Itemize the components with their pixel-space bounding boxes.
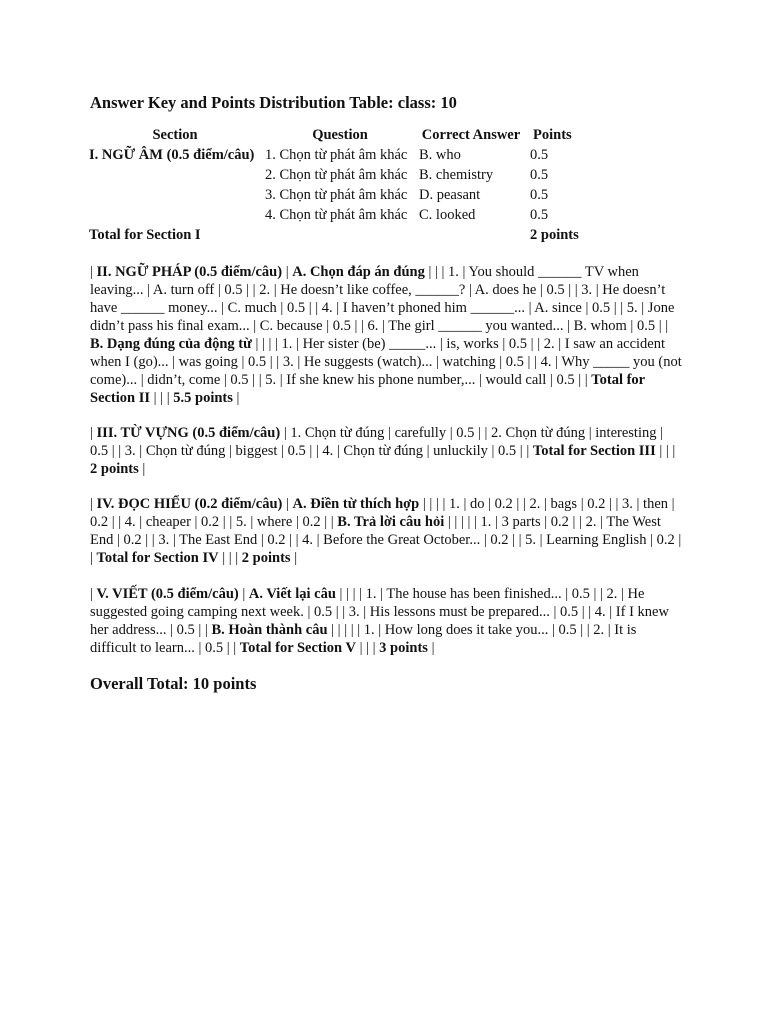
points-cell: 0.5 bbox=[530, 146, 549, 163]
header-points: Points bbox=[533, 126, 572, 143]
empty-cell bbox=[87, 205, 263, 225]
text-segment: | | | | | 1. | How long does it take you... | 0.5 | | 2. | It is difficult to learn... | 0.5 | | bbox=[90, 622, 637, 656]
bold-text-segment: 2 points bbox=[241, 550, 291, 566]
section-iii-paragraph bbox=[90, 424, 682, 478]
table-row bbox=[87, 165, 581, 185]
header-question: Question bbox=[312, 126, 368, 143]
empty-cell bbox=[263, 225, 417, 245]
question-cell: 3. Chọn từ phát âm khác bbox=[265, 186, 408, 203]
text-segment: | bbox=[427, 640, 435, 656]
bold-text-segment: B. Trả lời câu hỏi bbox=[337, 514, 445, 530]
bold-text-segment: 2 points bbox=[90, 461, 139, 477]
text-segment: | | | bbox=[218, 550, 242, 566]
header-section: Section bbox=[152, 126, 198, 143]
text-segment: | 1. Chọn từ đúng | carefully | 0.5 | | 2. Chọn từ đúng | interesting | 0.5 | | 3. | Chọn từ đúng | biggest | 0.5 | | 4. | Chọn từ đúng | unluckily | 0.5 | | bbox=[90, 425, 663, 459]
text-segment: | bbox=[232, 390, 240, 406]
question-cell: 2. Chọn từ phát âm khác bbox=[265, 166, 408, 183]
text-segment: | | | | 1. | The house has been finished... | 0.5 | | 2. | He suggested going camping next week. | 0.5 | | 3. | His lessons must be prepared... | 0.5 | | 4. | If I knew her address... | 0.5 | | bbox=[90, 586, 669, 638]
text-segment: | | | 1. | You should ______ TV when leaving... | A. turn off | 0.5 | | 2. | He doesn’t like coffee, ______? | A. does he | 0.5 | | 3. | He doesn’t have ______ money... | C. much | 0.5 | | 4. | I haven’t phoned him ______... | A. since | 0.5 | | 5. | Jone didn’t pass his final exam... | C. because | 0.5 | | 6. | The girl ______ you wanted... | B. whom | 0.5 | | bbox=[90, 264, 675, 334]
bold-text-segment: III. TỪ VỰNG (0.5 điểm/câu) bbox=[96, 425, 281, 441]
text-segment: | | | bbox=[150, 390, 174, 406]
text-segment: | bbox=[290, 550, 298, 566]
points-cell: 0.5 bbox=[530, 186, 549, 203]
answer-cell: C. looked bbox=[419, 206, 476, 223]
answer-cell: B. who bbox=[419, 146, 461, 163]
bold-text-segment: Total for Section II bbox=[90, 372, 645, 406]
bold-text-segment: II. NGỮ PHÁP (0.5 điểm/câu) bbox=[96, 264, 283, 280]
points-cell: 0.5 bbox=[530, 206, 549, 223]
bold-text-segment: IV. ĐỌC HIỂU (0.2 điểm/câu) bbox=[96, 496, 283, 512]
answer-cell: D. peasant bbox=[419, 186, 481, 203]
bold-text-segment: V. VIẾT (0.5 điểm/câu) bbox=[96, 586, 239, 602]
text-segment: | | | bbox=[655, 443, 676, 459]
bold-text-segment: B. Hoàn thành câu bbox=[211, 622, 328, 638]
bold-text-segment: 5.5 points bbox=[173, 390, 233, 406]
answer-key-table bbox=[87, 125, 581, 245]
bold-text-segment: Total for Section V bbox=[239, 640, 356, 656]
bold-text-segment: Total for Section III bbox=[532, 443, 656, 459]
header-correct-answer: Correct Answer bbox=[421, 126, 521, 143]
section-label: I. NGỮ ÂM (0.5 điểm/câu) bbox=[89, 146, 255, 163]
total-points: 2 points bbox=[530, 226, 579, 243]
text-segment: | bbox=[90, 264, 97, 280]
table-total-row bbox=[87, 225, 581, 245]
table-row bbox=[87, 205, 581, 225]
text-segment: | bbox=[282, 496, 293, 512]
bold-text-segment: A. Điền từ thích hợp bbox=[292, 496, 420, 512]
text-segment: | bbox=[90, 586, 97, 602]
empty-cell bbox=[417, 225, 525, 245]
overall-total: Overall Total: 10 points bbox=[90, 674, 257, 693]
text-segment: | | | bbox=[355, 640, 380, 656]
text-segment: | | | | 1. | Her sister (be) _____... | is, works | 0.5 | | 2. | I saw an accident when I (go)... | was going | 0.5 | | 3. | He suggests (watch)... | watching | 0.5 | | 4. | Why _____ you (not come)... | didn’t, come | 0.5 | | 5. | If she knew his phone number,... | would call | 0.5 | | bbox=[90, 336, 682, 388]
total-label: Total for Section I bbox=[89, 226, 201, 243]
text-segment: | bbox=[282, 264, 293, 280]
bold-text-segment: 3 points bbox=[379, 640, 428, 656]
section-iv-paragraph bbox=[90, 495, 682, 567]
table-row bbox=[87, 145, 581, 165]
text-segment: | bbox=[138, 461, 146, 477]
text-segment: | bbox=[90, 425, 97, 441]
empty-cell bbox=[87, 185, 263, 205]
table-row bbox=[87, 185, 581, 205]
empty-cell bbox=[87, 165, 263, 185]
question-cell: 4. Chọn từ phát âm khác bbox=[265, 206, 408, 223]
text-segment: | | | | 1. | do | 0.2 | | 2. | bags | 0.2 | | 3. | then | 0.2 | | 4. | cheaper | 0.2 | | 5. | where | 0.2 | | bbox=[90, 496, 675, 530]
answer-cell: B. chemistry bbox=[419, 166, 494, 183]
text-segment: | bbox=[238, 586, 249, 602]
table-header-row bbox=[87, 125, 581, 145]
points-cell: 0.5 bbox=[530, 166, 549, 183]
text-segment: | bbox=[90, 496, 97, 512]
question-cell: 1. Chọn từ phát âm khác bbox=[265, 146, 408, 163]
page-title: Answer Key and Points Distribution Table: class: 10 bbox=[90, 93, 457, 112]
section-ii-paragraph bbox=[90, 263, 682, 407]
section-v-paragraph bbox=[90, 585, 682, 657]
text-segment: | | | | | 1. | 3 parts | 0.2 | | 2. | The West End | 0.2 | | 3. | The East End | 0.2 | | 4. | Before the Great October... | 0.2 | | 5. | Learning English | 0.2 | | bbox=[90, 514, 682, 566]
bold-text-segment: A. Viết lại câu bbox=[248, 586, 336, 602]
bold-text-segment: Total for Section IV bbox=[96, 550, 219, 566]
bold-text-segment: B. Dạng đúng của động từ bbox=[90, 336, 252, 352]
bold-text-segment: A. Chọn đáp án đúng bbox=[292, 264, 425, 280]
